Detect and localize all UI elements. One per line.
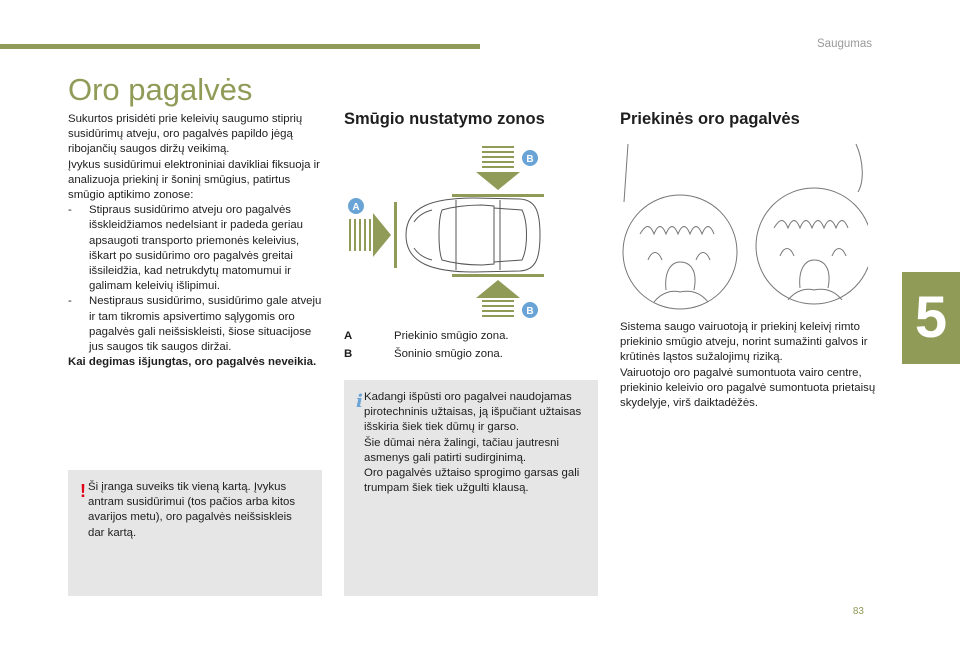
svg-text:A: A — [352, 202, 360, 213]
legend-row-a — [344, 330, 509, 342]
intro-list-item-2 — [68, 294, 328, 355]
list-item-text: Nestipraus susidūrimo, susidūrimo gale atveju ir tam tikromis apsivertimo sąlygomis oro pagalvės gali neišsiskleisti, šiose situacijose jus saugos tik saugos diržai. — [89, 295, 322, 354]
front-airbags-illustration — [618, 142, 868, 314]
driver-airbag-icon — [623, 195, 737, 309]
info-paragraph-1: Kadangi išpūsti oro pagalvei naudojamas pirotechninis užtaisas, ją išpučiant užtaisas išskiria šiek tiek dūmų ir garso. — [364, 391, 582, 434]
side-zone-marker — [452, 194, 544, 197]
header-bar — [0, 44, 480, 49]
list-item-text: Stipraus susidūrimo atveju oro pagalvės išskleidžiamos nedelsiant ir padeda geriau apsaugoti transporto priemonės keleivius, iškart po susidūrimo oro pagalvės greitai išsileidžia, kad netrukdytų matomumui ir galimam keleivių išlipimui. — [89, 204, 304, 293]
down-arrow-icon — [476, 146, 520, 190]
info-icon: i — [356, 391, 363, 412]
intro-text — [68, 112, 328, 370]
warning-icon: ! — [80, 481, 86, 501]
legend-letter: B — [344, 348, 353, 360]
dash-marker: - — [68, 295, 72, 308]
svg-text:B: B — [526, 154, 534, 165]
warning-box — [68, 470, 322, 596]
front-zone-marker — [394, 202, 397, 268]
legend-text: Šoninio smūgio zona. — [394, 348, 503, 360]
ignition-note: Kai degimas išjungtas, oro pagalvės neveikia. — [68, 356, 317, 369]
front-paragraph-1: Sistema saugo vairuotoją ir priekinį keleivį rimto priekinio smūgio atveju, norint sumažinti galvos ir krūtinės ląstos sužalojimų riziką. — [620, 321, 868, 364]
impact-zones-diagram — [344, 142, 544, 320]
front-paragraph-2: Vairuotojo oro pagalvė sumontuota vairo centre, priekinio keleivio oro pagalvė sumontuota prietaisų skydelyje, virš daiktadėžės. — [620, 366, 876, 410]
zone-a-badge — [348, 198, 364, 214]
side-zone-marker — [452, 274, 544, 277]
passenger-airbag-icon — [756, 188, 868, 304]
chapter-tab[interactable]: 5 — [902, 272, 960, 364]
intro-list-item-1 — [68, 203, 328, 294]
right-arrow-icon — [349, 213, 391, 257]
front-airbags-heading: Priekinės oro pagalvės — [620, 110, 800, 128]
info-text — [364, 390, 582, 496]
zone-b-top-badge — [522, 150, 538, 166]
interior-outline — [856, 144, 862, 192]
intro-paragraph-1: Sukurtos prisidėti prie keleivių saugumo stiprių susidūrimų atveju, oro pagalvės papildo jėgą ribojančių saugos diržų veikimą. — [68, 113, 303, 156]
warning-text: Ši įranga suveiks tik vieną kartą. Įvykus antram susidūrimui (tos pačios arba kitos avarijos metu), oro pagalvės neišsiskleis dar kartą. — [88, 481, 296, 539]
page-number: 83 — [852, 606, 864, 617]
zone-b-bottom-badge — [522, 302, 538, 318]
zones-heading: Smūgio nustatymo zonos — [344, 110, 545, 128]
info-box — [344, 380, 598, 596]
intro-paragraph-2: Įvykus susidūrimui elektroniniai davikliai fiksuoja ir analizuoja priekinį ir šoninį smūgius, patirtus smūgio aptikimo zonose: — [68, 158, 320, 202]
front-airbags-text — [620, 320, 880, 411]
up-arrow-icon — [476, 280, 520, 317]
section-name: Saugumas — [817, 38, 872, 50]
svg-text:B: B — [526, 306, 534, 317]
page-title: Oro pagalvės — [68, 72, 253, 107]
legend-row-b — [344, 348, 503, 360]
legend-letter: A — [344, 330, 353, 342]
legend-text: Priekinio smūgio zona. — [394, 330, 509, 342]
dash-marker: - — [68, 204, 72, 217]
info-paragraph-2: Šie dūmai nėra žalingi, tačiau jautresni asmenys gali patirti sudirginimą. — [364, 436, 560, 464]
car-top-view-icon — [406, 198, 540, 272]
info-paragraph-3: Oro pagalvės užtaiso sprogimo garsas gali trumpam šiek tiek užgulti klausą. — [364, 467, 580, 495]
interior-outline — [624, 144, 628, 202]
